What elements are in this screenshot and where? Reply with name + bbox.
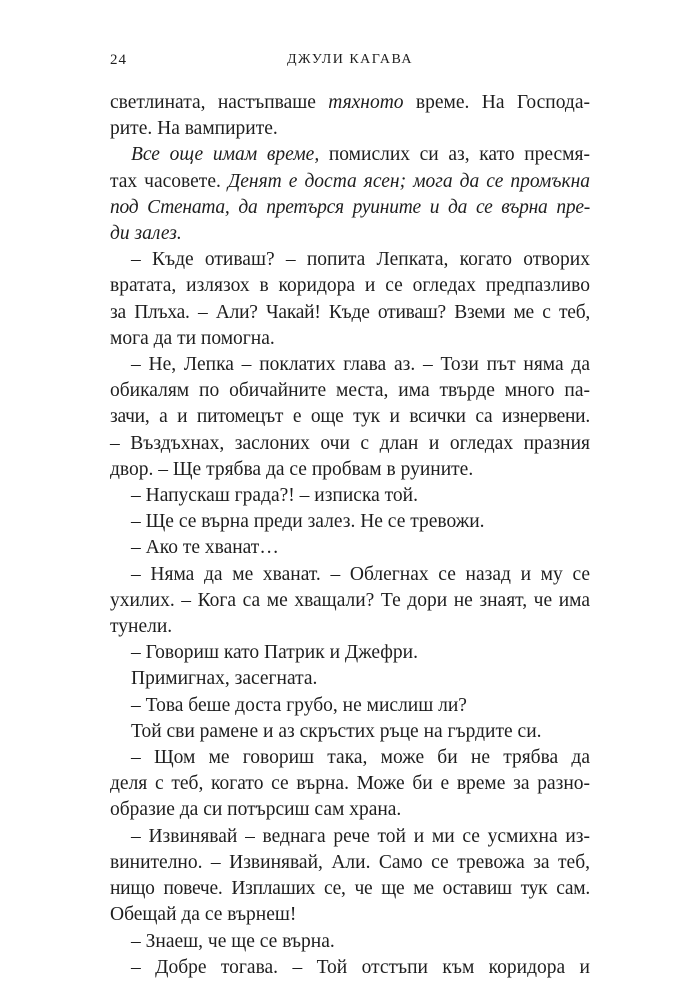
text-line: Обещай да се върнеш! [110,904,297,926]
text-line: нищо повече. Изплаших се, че ще ме оставиш тук сам. [110,878,590,900]
page-header [110,52,590,76]
text-line: – Напускаш града?! – изписка той. [131,485,418,507]
body-text [110,90,590,981]
text-line: рите. На вампирите. [110,118,278,140]
text-line: Примигнах, засегната. [131,668,318,690]
text-line: – Извинявай – веднага рече той и ми се усмихна из- [131,825,590,847]
text-line: обикалям по обичайните места, има твърде много па- [110,380,590,402]
text-line: – Ако те хванат… [131,537,279,559]
text-line: деля с теб, когато се върна. Може би е време за разно- [110,773,590,795]
text-line: зачи, а и питомецът е още тук и всички са изнервени. [110,406,590,428]
text-line: – Щом ме говориш така, може би не трябва да [131,747,590,769]
text-line: – Това беше доста грубо, не мислиш ли? [131,694,467,716]
text-line: – Няма да ме хванат. – Облегнах се назад и му се [131,563,590,585]
text-line: тунели. [110,616,173,638]
text-line: – Знаеш, че ще се върна. [131,930,335,952]
text-line: – Добре тогава. – Той отстъпи към коридора и [131,956,590,978]
text-line: за Плъха. – Али? Чакай! Къде отиваш? Вземи ме с теб, [110,301,590,323]
text-line: винително. – Извинявай, Али. Само се тревожа за теб, [110,851,590,873]
text-line: мога да ти помогна. [110,327,275,349]
text-line: вратата, излязох в коридора и се огледах предпазливо [110,275,590,297]
text-line: двор. – Ще трябва да се пробвам в руините. [110,458,474,480]
text-line: ди залез. [110,223,182,245]
text-line: – Ще се върна преди залез. Не се тревожи. [131,511,485,533]
text-line: образие да си потърсиш сам храна. [110,799,402,821]
running-head: ДЖУЛИ КАГАВА [286,52,414,67]
text-line: – Въздъхнах, заслоних очи с длан и огледах празния [110,432,590,454]
text-line: – Не, Лепка – поклатих глава аз. – Този път няма да [131,354,590,376]
text-line: Все още имам време, помислих си аз, като пресмя- [131,144,590,166]
page-number: 24 [110,52,127,68]
text-line: Той сви рамене и аз скръстих ръце на гърдите си. [131,720,542,742]
text-line: тах часовете. Денят е доста ясен; мога да се промъкна [110,170,590,192]
text-line: под Стената, да претърся руините и да се върна пре- [110,196,590,218]
text-line: – Говориш като Патрик и Джефри. [131,642,418,664]
text-line: – Къде отиваш? – попита Лепката, когато отворих [131,249,590,271]
text-line: светлината, настъпваше тяхното време. На Господа- [110,92,590,113]
text-line: ухилих. – Кога са ме хващали? Те дори не знаят, че има [110,589,590,611]
